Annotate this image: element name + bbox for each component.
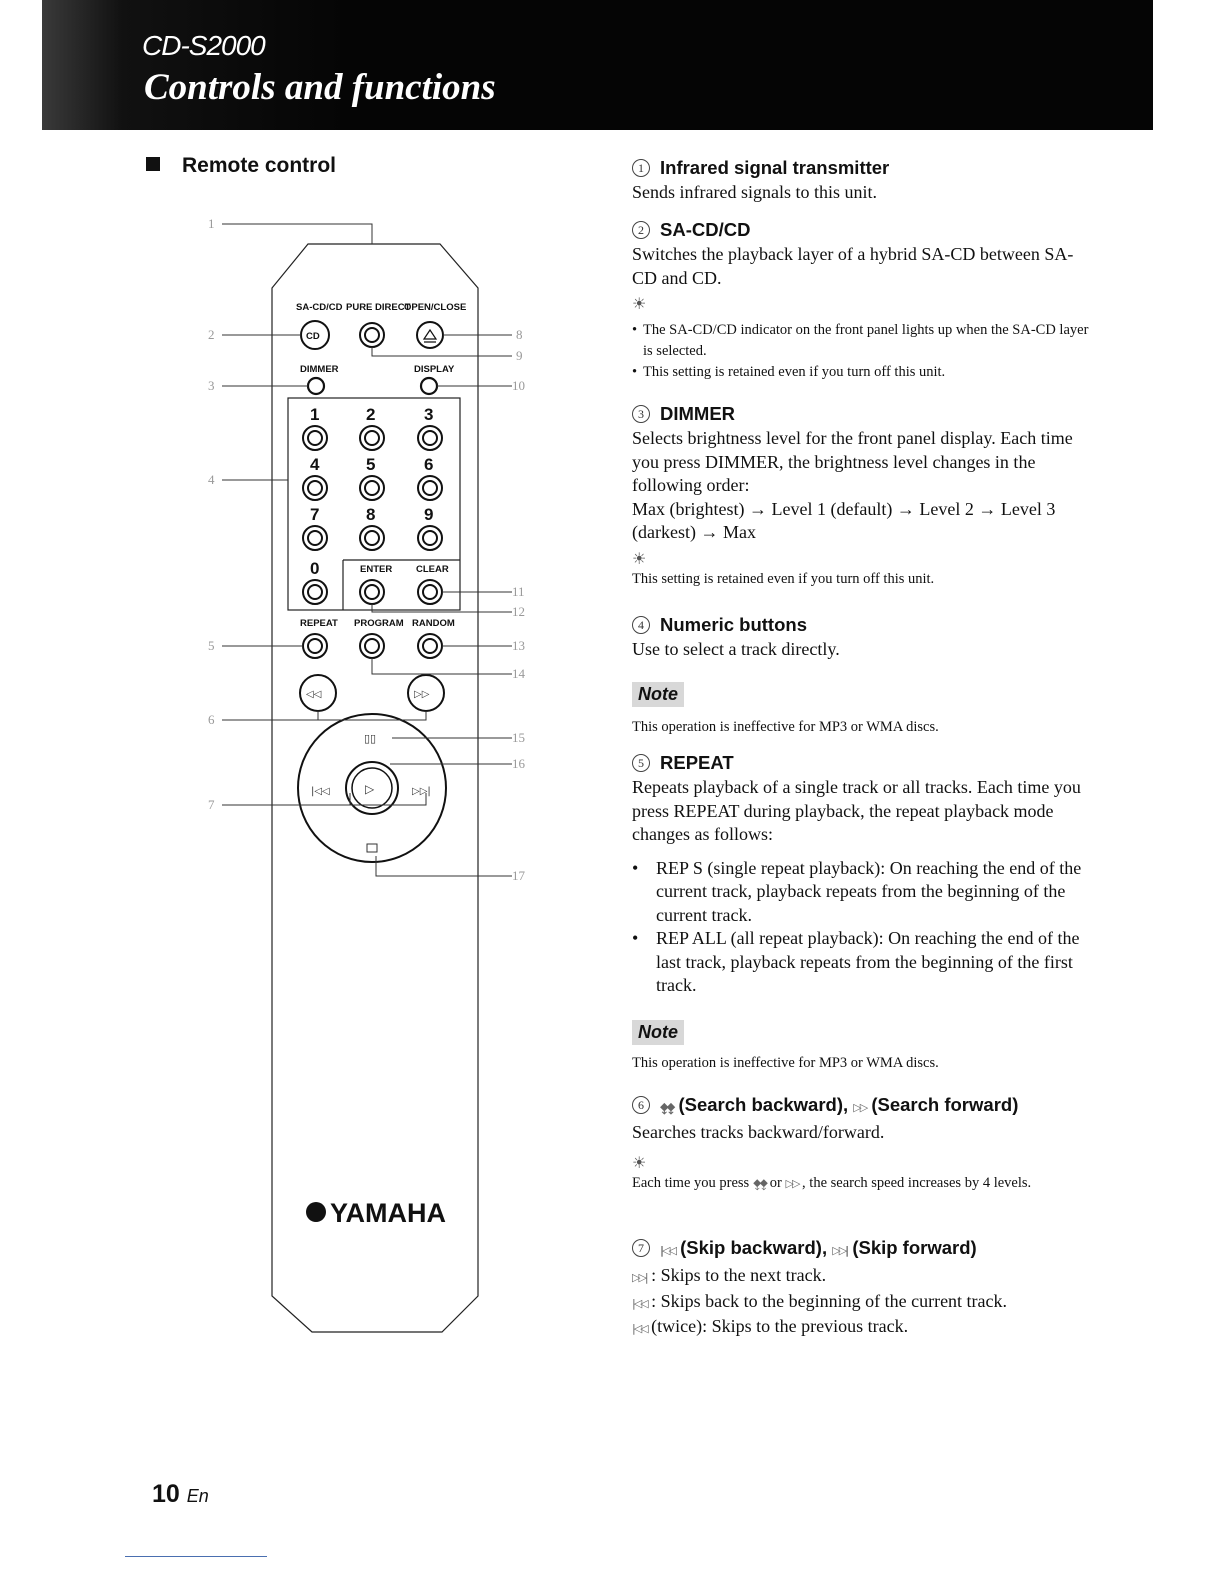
digit-4: 4 <box>310 455 320 474</box>
item-number: 4 <box>632 616 650 634</box>
callout-8: 8 <box>516 327 523 342</box>
tip-item: • This setting is retained even if you turn off this unit. <box>632 362 1092 383</box>
page-header <box>42 0 1153 130</box>
play-icon: ▷ <box>365 782 375 796</box>
item-heading: (Search backward), <box>678 1094 849 1115</box>
callout-1: 1 <box>208 216 215 231</box>
digit-6: 6 <box>424 455 434 474</box>
item-number: 6 <box>632 1096 650 1114</box>
callout-12: 12 <box>512 604 525 619</box>
callout-2: 2 <box>208 327 215 342</box>
page-title: Controls and functions <box>144 67 496 108</box>
display-button <box>421 378 437 394</box>
skip-line-1: ▷▷| : Skips to the next track. <box>632 1265 827 1285</box>
page-lang: En <box>186 1486 209 1506</box>
callout-13: 13 <box>512 638 525 653</box>
label-dimmer: DIMMER <box>300 364 339 375</box>
callout-7: 7 <box>208 797 215 812</box>
brightness-order: Max (brightest) → Level 1 (default) → Level 2 → Level 3 (darkest) → Max <box>632 498 1056 542</box>
tip-icon: ☀ <box>632 296 647 313</box>
repeat-mode-item: • REP S (single repeat playback): On reaching the end of the current track, playback repeats from the beginning of the current track. <box>632 857 1092 928</box>
callout-11: 11 <box>512 584 525 599</box>
tip-text: This setting is retained even if you turn off this unit. <box>632 570 935 587</box>
item-body: Searches tracks backward/forward. <box>632 1122 885 1142</box>
tip-list <box>632 320 1092 383</box>
callout-4: 4 <box>208 472 215 487</box>
label-display: DISPLAY <box>414 364 455 375</box>
search-back-icon: ⧪⧪ <box>660 1101 674 1114</box>
item-3 <box>632 401 1092 590</box>
digit-9: 9 <box>424 505 434 524</box>
footer-rule <box>125 1556 267 1557</box>
skip-fwd-icon: ▷▷| <box>412 786 431 797</box>
repeat-mode-item: • REP ALL (all repeat playback): On reaching the end of the last track, playback repeats from the beginning of the first track. <box>632 927 1092 998</box>
item-number: 7 <box>632 1239 650 1257</box>
tip-text: Each time you press ⧪⧪ or ▷▷ , the search speed increases by 4 levels. <box>632 1174 1032 1191</box>
section-title: Remote control <box>182 154 337 177</box>
item-5 <box>632 750 1092 1074</box>
skip-back-icon: |◁◁ <box>660 1244 675 1257</box>
tip-icon: ☀ <box>632 550 647 568</box>
item-body: Sends infrared signals to this unit. <box>632 182 877 202</box>
callout-9: 9 <box>516 348 523 363</box>
label-clear: CLEAR <box>416 564 449 575</box>
pause-icon: ▯▯ <box>364 732 377 745</box>
label-enter: ENTER <box>360 564 393 575</box>
item-heading: DIMMER <box>660 403 736 424</box>
item-body: Switches the playback layer of a hybrid SA-CD between SA-CD and CD. <box>632 244 1074 288</box>
item-4 <box>632 612 1092 738</box>
yamaha-logo-icon <box>306 1202 326 1222</box>
label-pure-direct: PURE DIRECT <box>346 302 411 313</box>
item-heading: SA-CD/CD <box>660 219 751 240</box>
skip-fwd-icon: ▷▷| <box>832 1244 848 1257</box>
search-fwd-icon: ▷▷ <box>785 1176 799 1190</box>
note-label: Note <box>632 682 684 707</box>
item-6 <box>632 1092 1092 1194</box>
digit-0: 0 <box>310 559 320 578</box>
item-number: 2 <box>632 221 650 239</box>
callout-17: 17 <box>512 868 525 883</box>
note-text: This operation is ineffective for MP3 or WMA discs. <box>632 718 939 735</box>
item-heading: (Skip backward), <box>680 1237 828 1258</box>
digit-1: 1 <box>310 405 320 424</box>
digit-2: 2 <box>366 405 376 424</box>
skip-fwd-icon: ▷▷| <box>632 1271 647 1284</box>
item-2 <box>632 217 1092 383</box>
item-heading: REPEAT <box>660 752 734 773</box>
search-back-icon: ⧪⧪ <box>752 1176 767 1190</box>
cd-label: CD <box>306 331 320 342</box>
brand-name: YAMAHA <box>330 1198 447 1228</box>
search-fwd-icon: ▷▷ <box>853 1101 867 1114</box>
digit-7: 7 <box>310 505 320 524</box>
callout-16: 16 <box>512 756 525 771</box>
note-label: Note <box>632 1020 684 1045</box>
digit-5: 5 <box>366 455 376 474</box>
search-back-icon: ◁◁ <box>306 689 322 700</box>
callout-14: 14 <box>512 666 525 681</box>
model-name: CD-S2000 <box>142 30 265 61</box>
note-text: This operation is ineffective for MP3 or WMA discs. <box>632 1054 939 1071</box>
item-heading: (Search forward) <box>871 1094 1019 1115</box>
skip-line-2: |◁◁ : Skips back to the beginning of the current track. <box>632 1290 1008 1311</box>
item-heading: Infrared signal transmitter <box>660 157 890 178</box>
label-repeat: REPEAT <box>300 618 338 629</box>
skip-line-3: |◁◁ (twice): Skips to the previous track. <box>632 1316 909 1336</box>
digit-8: 8 <box>366 505 376 524</box>
repeat-modes-list <box>632 857 1092 998</box>
callout-5: 5 <box>208 638 215 653</box>
callout-6: 6 <box>208 712 215 727</box>
stop-icon <box>367 844 377 852</box>
page-number: 10 En <box>152 1480 209 1508</box>
item-1 <box>632 155 1092 205</box>
item-number: 3 <box>632 405 650 423</box>
open-close-button <box>417 322 443 348</box>
section-heading <box>146 154 336 178</box>
dimmer-button <box>308 378 324 394</box>
skip-back-icon: |◁◁ <box>632 1296 647 1310</box>
callout-10: 10 <box>512 378 525 393</box>
label-sacd: SA-CD/CD <box>296 302 343 313</box>
item-body: Use to select a track directly. <box>632 639 840 659</box>
skip-back-icon: |◁◁ <box>311 786 330 797</box>
label-open-close: OPEN/CLOSE <box>404 302 467 313</box>
tip-item: • The SA-CD/CD indicator on the front panel lights up when the SA-CD layer is selected. <box>632 320 1092 362</box>
item-number: 1 <box>632 159 650 177</box>
item-body: Repeats playback of a single track or all tracks. Each time you press REPEAT during playback, the repeat playback mode changes as follows: <box>632 777 1081 844</box>
remote-control-diagram <box>200 208 550 1348</box>
callout-15: 15 <box>512 730 525 745</box>
item-heading: (Skip forward) <box>852 1237 977 1258</box>
label-random: RANDOM <box>412 618 455 629</box>
item-number: 5 <box>632 754 650 772</box>
item-body: Selects brightness level for the front panel display. Each time you press DIMMER, the brightness level changes in the following order: <box>632 428 1073 495</box>
tip-icon: ☀ <box>632 1154 647 1172</box>
digit-3: 3 <box>424 405 434 424</box>
square-bullet-icon <box>146 157 160 171</box>
search-fwd-icon: ▷▷ <box>414 689 430 700</box>
callout-3: 3 <box>208 378 215 393</box>
skip-back-icon: |◁◁ <box>632 1322 647 1335</box>
label-program: PROGRAM <box>354 618 404 629</box>
item-7 <box>632 1235 1092 1341</box>
item-heading: Numeric buttons <box>660 614 807 635</box>
